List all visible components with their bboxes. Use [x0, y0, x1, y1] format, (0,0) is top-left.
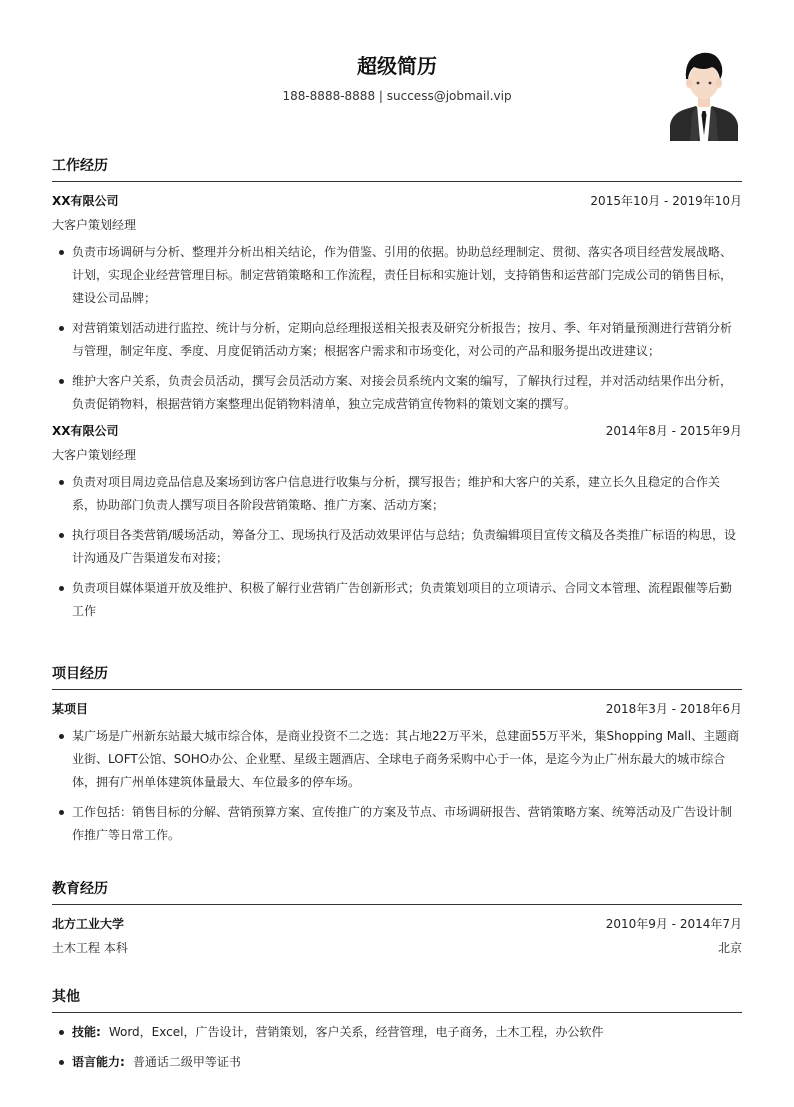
bullet-item: 负责项目媒体渠道开放及维护、积极了解行业营销广告创新形式；负责策划项目的立项请示、合同文本管理、流程跟催等后勤工作	[72, 577, 742, 623]
avatar-icon	[668, 45, 740, 141]
section-divider	[52, 904, 742, 905]
bullet-item: 负责市场调研与分析、整理并分析出相关结论，作为借鉴、引用的依据。协助总经理制定、贯彻、落实各项目经营发展战略、计划，实现企业经营管理目标。制定营销策略和工作流程，责任目标和实施计划，支持销售和运营部门完成公司的销售目标，建设公司品牌；	[72, 241, 742, 310]
company-name: XX有限公司	[52, 424, 119, 438]
entry-date: 2014年8月 - 2015年9月	[605, 424, 742, 438]
bullet-item: 对营销策划活动进行监控、统计与分析，定期向总经理报送相关报表及研究分析报告；按月、季、年对销量预测进行营销分析与管理，制定年度、季度、月度促销活动方案；根据客户需求和市场变化，对公司的产品和服务提出改进建议；	[72, 317, 742, 363]
work-section-title: 工作经历	[52, 158, 108, 174]
bullet-list	[52, 471, 742, 623]
bullet-item: 维护大客户关系，负责会员活动，撰写会员活动方案、对接会员系统内文案的编写，了解执行过程，并对活动结果作出分析，负责促销物料，根据营销方案整理出促销物料清单，独立完成营销宣传物料的策划文案的撰写。	[72, 370, 742, 416]
work-section	[52, 154, 742, 630]
education-section-title: 教育经历	[52, 881, 108, 897]
bullet-item	[72, 1051, 742, 1074]
company-name: XX有限公司	[52, 194, 119, 208]
project-entry	[52, 697, 742, 847]
entry-date: 2018年3月 - 2018年6月	[605, 702, 742, 716]
language-label: 语言能力:	[72, 1055, 125, 1069]
education-section	[52, 877, 742, 960]
contact-info: 188-8888-8888 | success@jobmail.vip	[282, 89, 512, 103]
resume-name: 超级简历	[357, 54, 437, 78]
school-location: 北京	[717, 941, 742, 955]
section-divider	[52, 1012, 742, 1013]
school-name: 北方工业大学	[52, 917, 125, 931]
other-section	[52, 985, 742, 1081]
bullet-item: 某广场是广州新东站最大城市综合体，是商业投资不二之选：其占地22万平米，总建面55万平米，集Shopping Mall、主题商业街、LOFT公馆、SOHO办公、企业墅、星级主题酒店、全球电子商务采购中心于一体，是迄今为止广州东最大的城市综合体，拥有广州单体建筑体量最大、车位最多的停车场。	[72, 725, 742, 794]
major-degree: 土木工程 本科	[52, 941, 128, 955]
bullet-item: 工作包括：销售目标的分解、营销预算方案、宣传推广的方案及节点、市场调研报告、营销策略方案、统筹活动及广告设计制作推广等日常工作。	[72, 801, 742, 847]
education-entry	[52, 912, 742, 960]
skills-value: Word，Excel，广告设计，营销策划，客户关系，经营管理，电子商务，土木工程，办公软件	[108, 1025, 604, 1039]
entry-date: 2015年10月 - 2019年10月	[590, 194, 742, 208]
language-value: 普通话二级甲等证书	[132, 1055, 241, 1069]
bullet-list	[52, 1021, 742, 1074]
entry-date: 2010年9月 - 2014年7月	[605, 917, 742, 931]
bullet-item: 负责对项目周边竞品信息及案场到访客户信息进行收集与分析，撰写报告；维护和大客户的关系，建立长久且稳定的合作关系，协助部门负责人撰写项目各阶段营销策略、推广方案、活动方案；	[72, 471, 742, 517]
section-divider	[52, 689, 742, 690]
work-entry	[52, 419, 742, 623]
bullet-item	[72, 1021, 742, 1044]
section-divider	[52, 181, 742, 182]
bullet-item: 执行项目各类营销/暖场活动，筹备分工、现场执行及活动效果评估与总结；负责编辑项目宣传文稿及各类推广标语的构思，设计沟通及广告渠道发布对接；	[72, 524, 742, 570]
project-name: 某项目	[52, 702, 89, 716]
project-section-title: 项目经历	[52, 666, 108, 682]
bullet-list	[52, 241, 742, 416]
skills-label: 技能:	[72, 1025, 101, 1039]
work-entry	[52, 189, 742, 416]
other-section-title: 其他	[52, 989, 80, 1005]
project-section	[52, 662, 742, 854]
job-title: 大客户策划经理	[52, 448, 137, 462]
job-title: 大客户策划经理	[52, 218, 137, 232]
bullet-list	[52, 725, 742, 847]
